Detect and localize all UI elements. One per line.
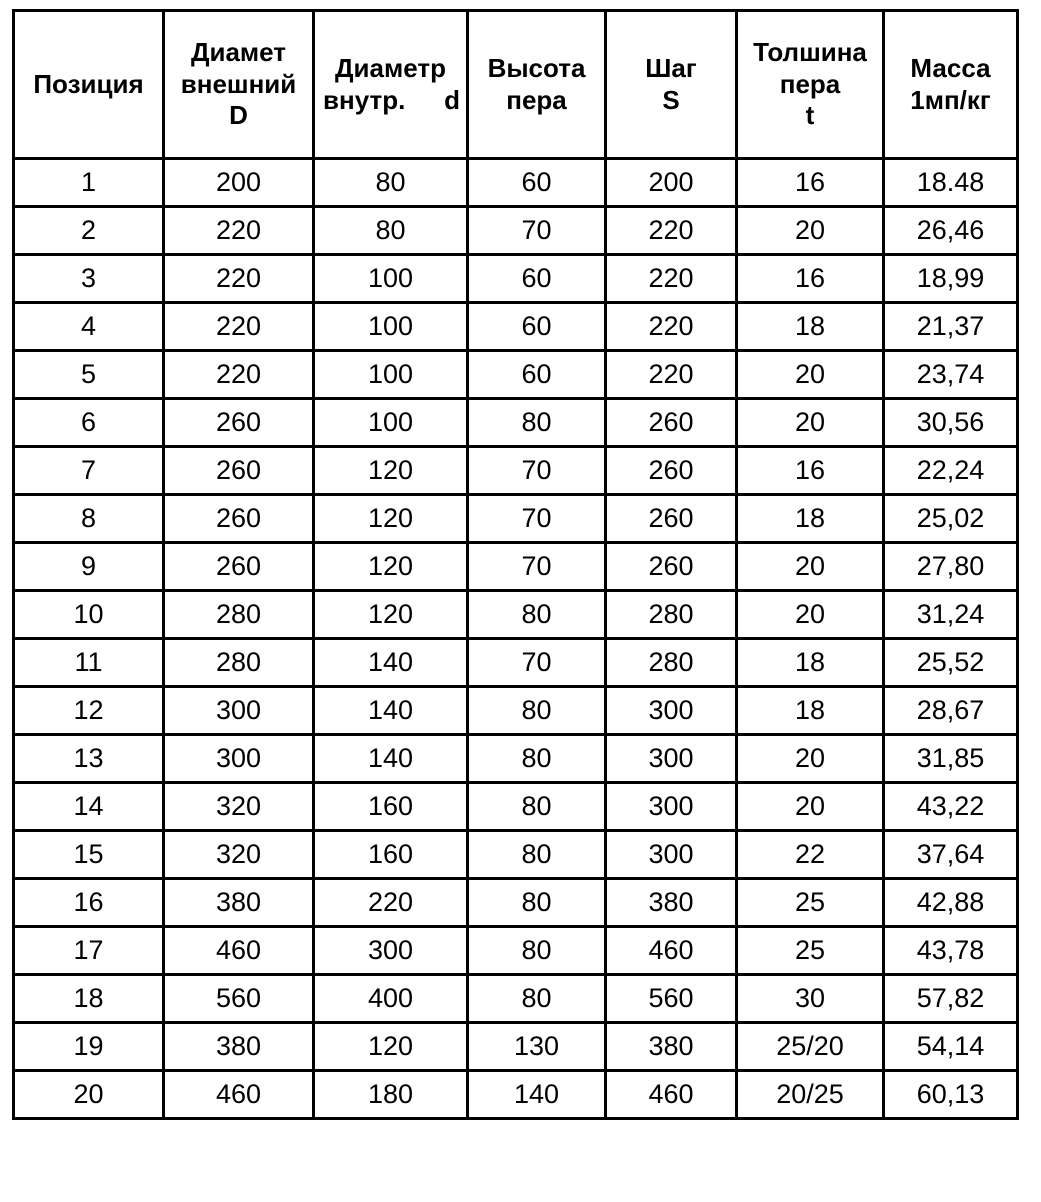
header-line: пера	[506, 84, 567, 115]
cell-blade-height: 80	[468, 831, 606, 879]
cell-blade-height: 70	[468, 639, 606, 687]
cell-pitch: 200	[606, 159, 737, 207]
cell-outer-diameter: 200	[164, 159, 314, 207]
table-body	[14, 159, 1018, 1119]
cell-blade-height: 60	[468, 303, 606, 351]
cell-inner-diameter: 300	[314, 927, 468, 975]
cell-blade-thickness: 18	[737, 639, 884, 687]
header-line: 1мп/кг	[910, 84, 991, 115]
cell-blade-height: 70	[468, 207, 606, 255]
cell-pitch: 220	[606, 255, 737, 303]
cell-mass: 26,46	[884, 207, 1018, 255]
cell-blade-thickness: 30	[737, 975, 884, 1023]
cell-outer-diameter: 300	[164, 735, 314, 783]
cell-position: 13	[14, 735, 164, 783]
cell-position: 12	[14, 687, 164, 735]
cell-position: 3	[14, 255, 164, 303]
cell-blade-height: 80	[468, 591, 606, 639]
table-row	[14, 255, 1018, 303]
cell-inner-diameter: 140	[314, 687, 468, 735]
cell-inner-diameter: 160	[314, 831, 468, 879]
cell-inner-diameter: 220	[314, 879, 468, 927]
table-row	[14, 207, 1018, 255]
table-row	[14, 1023, 1018, 1071]
cell-pitch: 380	[606, 1023, 737, 1071]
cell-mass: 28,67	[884, 687, 1018, 735]
cell-inner-diameter: 100	[314, 303, 468, 351]
cell-position: 19	[14, 1023, 164, 1071]
cell-position: 2	[14, 207, 164, 255]
table-row	[14, 927, 1018, 975]
cell-inner-diameter: 80	[314, 159, 468, 207]
header-line: Диамет	[190, 36, 287, 67]
header-line: Позиция	[33, 68, 144, 99]
cell-outer-diameter: 220	[164, 255, 314, 303]
cell-blade-thickness: 20	[737, 543, 884, 591]
cell-mass: 27,80	[884, 543, 1018, 591]
cell-outer-diameter: 460	[164, 1071, 314, 1119]
cell-outer-diameter: 560	[164, 975, 314, 1023]
cell-inner-diameter: 120	[314, 1023, 468, 1071]
cell-outer-diameter: 380	[164, 879, 314, 927]
cell-pitch: 300	[606, 687, 737, 735]
cell-position: 4	[14, 303, 164, 351]
table-row	[14, 543, 1018, 591]
spec-sheet	[12, 9, 1019, 1120]
table-row	[14, 495, 1018, 543]
header-line: Масса	[910, 52, 991, 83]
cell-blade-height: 80	[468, 927, 606, 975]
cell-position: 1	[14, 159, 164, 207]
cell-inner-diameter: 400	[314, 975, 468, 1023]
cell-outer-diameter: 280	[164, 591, 314, 639]
cell-blade-thickness: 20	[737, 591, 884, 639]
cell-position: 8	[14, 495, 164, 543]
cell-position: 6	[14, 399, 164, 447]
header-line: пера	[779, 68, 841, 99]
cell-mass: 23,74	[884, 351, 1018, 399]
cell-outer-diameter: 280	[164, 639, 314, 687]
table-row	[14, 879, 1018, 927]
cell-blade-height: 80	[468, 975, 606, 1023]
cell-mass: 43,22	[884, 783, 1018, 831]
cell-pitch: 260	[606, 495, 737, 543]
header-line: D	[229, 100, 248, 131]
cell-blade-thickness: 16	[737, 447, 884, 495]
cell-inner-diameter: 160	[314, 783, 468, 831]
cell-position: 11	[14, 639, 164, 687]
cell-outer-diameter: 460	[164, 927, 314, 975]
cell-pitch: 460	[606, 927, 737, 975]
cell-blade-thickness: 20	[737, 399, 884, 447]
cell-pitch: 220	[606, 207, 737, 255]
cell-mass: 31,24	[884, 591, 1018, 639]
cell-position: 18	[14, 975, 164, 1023]
header-line-part: внутр.	[323, 84, 406, 115]
cell-blade-thickness: 18	[737, 303, 884, 351]
table-row	[14, 303, 1018, 351]
cell-inner-diameter: 120	[314, 447, 468, 495]
cell-blade-thickness: 20	[737, 207, 884, 255]
cell-pitch: 380	[606, 879, 737, 927]
cell-position: 20	[14, 1071, 164, 1119]
cell-inner-diameter: 180	[314, 1071, 468, 1119]
cell-blade-thickness: 18	[737, 495, 884, 543]
column-header-inner-diameter	[314, 11, 468, 159]
cell-mass: 31,85	[884, 735, 1018, 783]
cell-mass: 57,82	[884, 975, 1018, 1023]
cell-blade-height: 80	[468, 783, 606, 831]
cell-blade-height: 80	[468, 687, 606, 735]
cell-mass: 60,13	[884, 1071, 1018, 1119]
header-line-part: d	[444, 84, 460, 115]
cell-outer-diameter: 220	[164, 351, 314, 399]
spec-table	[12, 9, 1019, 1120]
cell-mass: 22,24	[884, 447, 1018, 495]
cell-inner-diameter: 100	[314, 399, 468, 447]
header-line: внешний	[180, 68, 297, 99]
cell-position: 17	[14, 927, 164, 975]
cell-blade-thickness: 16	[737, 255, 884, 303]
cell-blade-thickness: 20	[737, 351, 884, 399]
cell-blade-height: 60	[468, 255, 606, 303]
cell-blade-thickness: 18	[737, 687, 884, 735]
cell-blade-thickness: 20	[737, 783, 884, 831]
table-row	[14, 831, 1018, 879]
cell-pitch: 220	[606, 303, 737, 351]
table-row	[14, 735, 1018, 783]
cell-blade-height: 70	[468, 447, 606, 495]
cell-pitch: 260	[606, 543, 737, 591]
cell-blade-height: 70	[468, 543, 606, 591]
cell-mass: 42,88	[884, 879, 1018, 927]
cell-blade-thickness: 25	[737, 927, 884, 975]
cell-blade-height: 70	[468, 495, 606, 543]
cell-mass: 18.48	[884, 159, 1018, 207]
table-row	[14, 783, 1018, 831]
column-header-position	[14, 11, 164, 159]
cell-position: 16	[14, 879, 164, 927]
cell-inner-diameter: 120	[314, 495, 468, 543]
cell-outer-diameter: 220	[164, 303, 314, 351]
header-line: Диаметр	[335, 52, 446, 83]
header-line: t	[805, 100, 815, 131]
cell-outer-diameter: 260	[164, 495, 314, 543]
cell-outer-diameter: 320	[164, 783, 314, 831]
cell-blade-height: 140	[468, 1071, 606, 1119]
cell-position: 9	[14, 543, 164, 591]
cell-mass: 25,52	[884, 639, 1018, 687]
cell-blade-height: 60	[468, 351, 606, 399]
cell-pitch: 560	[606, 975, 737, 1023]
cell-outer-diameter: 260	[164, 399, 314, 447]
table-row	[14, 975, 1018, 1023]
cell-blade-thickness: 25	[737, 879, 884, 927]
header-row	[14, 11, 1018, 159]
cell-blade-height: 60	[468, 159, 606, 207]
table-row	[14, 1071, 1018, 1119]
cell-blade-thickness: 20	[737, 735, 884, 783]
column-header-pitch	[606, 11, 737, 159]
cell-mass: 21,37	[884, 303, 1018, 351]
cell-inner-diameter: 120	[314, 591, 468, 639]
header-line: Высота	[487, 52, 586, 83]
cell-inner-diameter: 100	[314, 255, 468, 303]
cell-blade-height: 80	[468, 399, 606, 447]
cell-inner-diameter: 80	[314, 207, 468, 255]
cell-blade-height: 130	[468, 1023, 606, 1071]
cell-blade-thickness: 20/25	[737, 1071, 884, 1119]
cell-mass: 18,99	[884, 255, 1018, 303]
cell-blade-thickness: 16	[737, 159, 884, 207]
cell-outer-diameter: 320	[164, 831, 314, 879]
cell-mass: 25,02	[884, 495, 1018, 543]
cell-blade-height: 80	[468, 879, 606, 927]
cell-pitch: 300	[606, 783, 737, 831]
column-header-mass	[884, 11, 1018, 159]
cell-pitch: 460	[606, 1071, 737, 1119]
cell-position: 7	[14, 447, 164, 495]
cell-outer-diameter: 300	[164, 687, 314, 735]
table-row	[14, 639, 1018, 687]
cell-blade-thickness: 25/20	[737, 1023, 884, 1071]
header-line: Шаг	[645, 52, 697, 83]
table-row	[14, 687, 1018, 735]
cell-blade-height: 80	[468, 735, 606, 783]
table-row	[14, 159, 1018, 207]
header-line-split	[315, 85, 466, 117]
cell-outer-diameter: 220	[164, 207, 314, 255]
table-row	[14, 447, 1018, 495]
cell-position: 15	[14, 831, 164, 879]
table-row	[14, 399, 1018, 447]
cell-mass: 30,56	[884, 399, 1018, 447]
cell-mass: 54,14	[884, 1023, 1018, 1071]
cell-pitch: 300	[606, 735, 737, 783]
cell-mass: 37,64	[884, 831, 1018, 879]
header-line: S	[662, 84, 680, 115]
table-row	[14, 591, 1018, 639]
cell-outer-diameter: 260	[164, 447, 314, 495]
cell-outer-diameter: 380	[164, 1023, 314, 1071]
cell-inner-diameter: 100	[314, 351, 468, 399]
cell-mass: 43,78	[884, 927, 1018, 975]
cell-pitch: 300	[606, 831, 737, 879]
column-header-outer-diameter	[164, 11, 314, 159]
cell-inner-diameter: 140	[314, 639, 468, 687]
cell-position: 5	[14, 351, 164, 399]
cell-pitch: 220	[606, 351, 737, 399]
column-header-blade-height	[468, 11, 606, 159]
cell-pitch: 260	[606, 399, 737, 447]
cell-blade-thickness: 22	[737, 831, 884, 879]
cell-outer-diameter: 260	[164, 543, 314, 591]
cell-pitch: 260	[606, 447, 737, 495]
table-row	[14, 351, 1018, 399]
header-line: Толшина	[753, 36, 867, 67]
cell-position: 14	[14, 783, 164, 831]
cell-position: 10	[14, 591, 164, 639]
column-header-blade-thickness	[737, 11, 884, 159]
cell-pitch: 280	[606, 639, 737, 687]
cell-inner-diameter: 120	[314, 543, 468, 591]
cell-pitch: 280	[606, 591, 737, 639]
cell-inner-diameter: 140	[314, 735, 468, 783]
